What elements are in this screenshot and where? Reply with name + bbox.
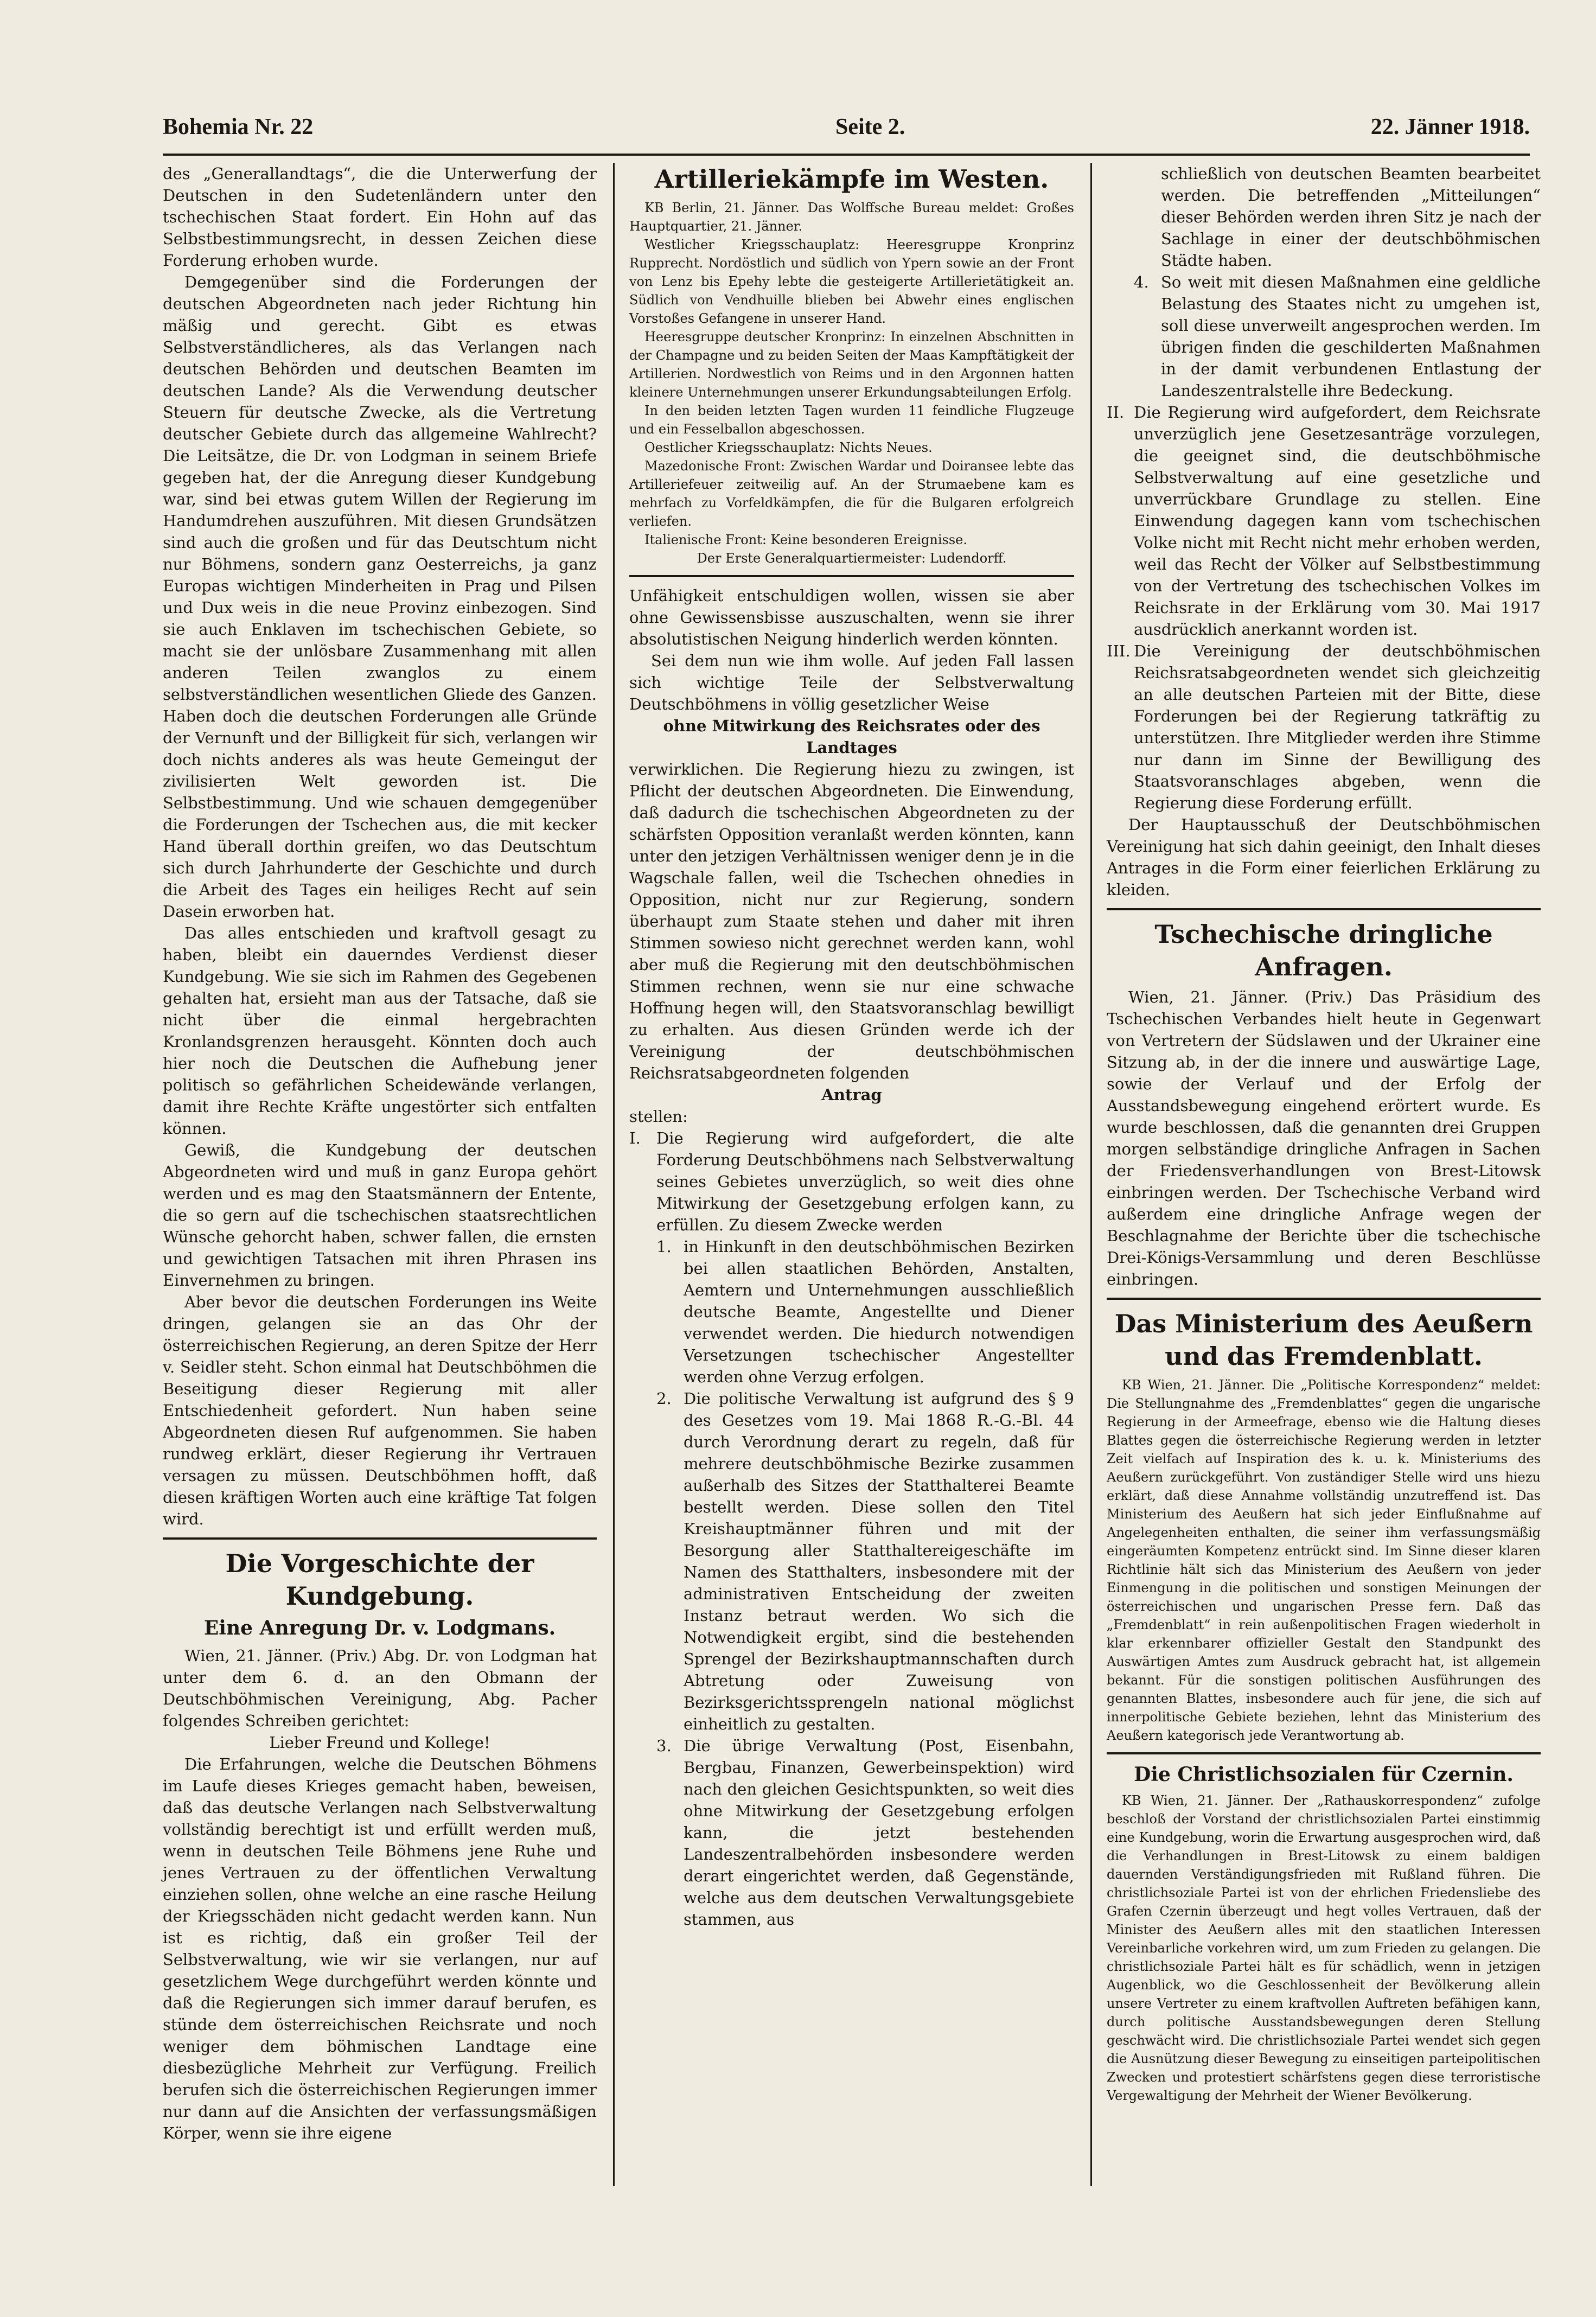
page-number: Seite 2. xyxy=(835,114,905,139)
paragraph: Demgegenüber sind die Forderungen der deutschen Abgeordneten nach jeder Richtung hin mäßig und gerecht. Gibt es etwas Selbstverständlicheres, als das Verlangen nach deutschen Behörden und deutschen Beamten im deutschen Lande? Als die Verwendung deutscher Steuern für deutsche Zwecke, als die Vertretung deutscher Gebiete durch das allgemeine Wahlrecht? Die Leitsätze, die Dr. von Lodgman in seinem Briefe gegeben hat, der die Anregung dieser Kundgebung war, sind bei etwas gutem Willen der Regierung im Handumdrehen auszuführen. Mit diesen Grundsätzen sind auch die großen und für das Deutschtum nicht nur Böhmens, sondern ganz Oesterreichs, ja ganz Europas wichtigen Minderheiten in Prag und Pilsen und Dux weis in die neue Provinz einbezogen. Sind sie auch Enklaven im tschechischen Gebiete, so macht sie der unlösbare Zusammenhang mit allen anderen Teilen zwanglos zu einem selbstverständlichen wesentlichen Gliede des Ganzen. Haben doch die deutschen Forderungen alle Gründe der Vernunft und der Billigkeit für sich, verlangen wir doch nichts anderes als was heute Gemeingut der zivilisierten Welt geworden ist. Die Selbstbestimmung. Und wie schauen demgegenüber die Forderungen der Tschechen aus, die mit kecker Hand überall dorthin greifen, wo das Deutschtum sich durch Jahrhunderte der Geschichte und durch die Arbeit des Tages ein heiliges Recht auf sein Dasein erworben hat. xyxy=(163,273,597,921)
header-rule xyxy=(163,154,1530,156)
war-report xyxy=(629,199,1074,567)
report-signature: Der Erste Generalquartiermeister: Ludendorff. xyxy=(697,551,1007,566)
column-2 xyxy=(629,163,1074,1930)
paragraph: verwirklichen. Die Regierung hiezu zu zwingen, ist Pflicht der deutschen Abgeordneten. Die Einwendung, daß dadurch die tschechischen Abgeordneten zu der schärfsten Opposition veranlaßt werden könnten, kann unter den jetzigen Verhältnissen weniger denn je in die Wagschale fallen, weil die Tschechen ohnedies in Opposition, nicht nur zur Regierung, sondern überhaupt zum Staate stehen und daher mit ihren Stimmen sowieso nicht gerechnet werden kann, wohl aber muß die Regierung mit den deutschböhmischen Stimmen rechnen, wenn sie nur eine schwache Hoffnung hegen will, den Staatsvoranschlag bewilligt zu erhalten. Aus diesen Gründen werde ich der Vereinigung der deutschböhmischen Reichsratsabgeordneten folgenden xyxy=(629,760,1074,1082)
motion-subitem-3 xyxy=(629,1735,1074,1930)
column-divider-2 xyxy=(1090,163,1092,2186)
paragraph: Wien, 21. Jänner. (Priv.) Abg. Dr. von Lodgman hat unter dem 6. d. an den Obmann der Deutschböhmischen Vereinigung, Abg. Pacher folgendes Schreiben gerichtet: xyxy=(163,1646,597,1730)
issue-date: 22. Jänner 1918. xyxy=(1370,114,1530,139)
section-rule xyxy=(1107,1298,1541,1300)
item-number: 1. xyxy=(656,1237,672,1256)
article-continuation: des „Generallandtags“, die die Unterwerfung der Deutschen in den Sudetenländern unter den tschechischen Staat fordert. Ein Hohn auf das Selbstbestimmungsrecht, in dessen Zeichen diese Forderung erhoben wurde. xyxy=(163,164,597,270)
item-text: in Hinkunft in den deutschböhmischen Bezirken bei allen staatlichen Behörden, Anstalten, Aemtern und Unternehmungen ausschließlich deutsche Beamte, Angestellte und Diener verwendet werden. Die hiedurch notwendigen Versetzungen tschechischer Angestellter werden ohne Verzug erfolgen. xyxy=(684,1237,1074,1386)
news-item xyxy=(1107,1376,1541,1745)
report-line: Heeresgruppe deutscher Kronprinz: In einzelnen Abschnitten in der Champagne und zu beiden Seiten der Maas Kampftätigkeit der Artillerien. Nordwestlich von Reims und in den Argonnen hatten kleinere Unternehmungen unserer Erkundungsabteilungen Erfolg. xyxy=(629,329,1074,400)
motion-item-i xyxy=(629,1127,1074,1236)
item-number: I. xyxy=(629,1129,641,1147)
war-report-headline: Artilleriekämpfe im Westen. xyxy=(654,164,1049,194)
motion-subitem-1 xyxy=(629,1236,1074,1388)
article-headline: Die Vorgeschichte der Kundgebung. xyxy=(225,1549,534,1611)
article-headline-line2: und das Fremdenblatt. xyxy=(1165,1342,1483,1371)
paragraph: Gewiß, die Kundgebung der deutschen Abgeordneten wird und muß in ganz Europa gehört werden und es mag den Staatsmännern der Entente, die so gern auf die tschechischen staatsrechtlichen Wünsche gehorcht haben, schwer fallen, die ernsten und gewichtigen Tatsachen mit ihren Phrasen ins Einvernehmen zu bringen. xyxy=(163,1141,597,1290)
paragraph: KB Wien, 21. Jänner. Der „Rathauskorrespondenz“ zufolge beschloß der Vorstand der christlichsozialen Partei einstimmig eine Kundgebung, worin die Erwartung ausgesprochen wird, daß die Verhandlungen in Brest-Litowsk zu einem baldigen dauernden Verständigungsfrieden mit Rußland führen. Die christlichsoziale Partei ist von der ehrlichen Friedensliebe des Grafen Czernin überzeugt und hegt volles Vertrauen, daß der Minister des Aeußern alles mit den staatlichen Interessen Vereinbarliche vorkehren wird, um zum Frieden zu gelangen. Die christlichsoziale Partei hält es für schädlich, wenn in jetzigen Augenblick, wo die Geschlossenheit der Bevölkerung allein unsere Vertreter zu einem kraftvollen Auftreten befähigen kann, durch politische Ausstandsbewegungen deren Stellung geschwächt wird. Die christlichsoziale Partei wendet sich gegen die Ausnützung dieser Bewegung zu einseitigen parteipolitischen Zwecken und protestiert schärfstens gegen diese terroristische Vergewaltigung der Mehrheit der Wiener Bevölkerung. xyxy=(1107,1793,1541,2103)
item-text: Die politische Verwaltung ist aufgrund des § 9 des Gesetzes vom 19. Mai 1868 R.-G.-Bl. 44 durch Verordnung derart zu regeln, daß für mehrere deutschböhmische Bezirke zusammen außerhalb des Sitzes der Statthalterei Beamte bestellt werden. Diese sollen den Titel Kreishauptmänner führen und mit der Besorgung aller Statthaltereigeschäfte im Namen des Statthalters, insbesondere mit der administrativen Entscheidung der zweiten Instanz betraut werden. Wo sich die Notwendigkeit ergibt, sind die bestehenden Sprengel der Bezirkshauptmannschaften durch Abtretung oder Zuweisung von Bezirksgerichtssprengeln national möglichst einheitlich zu gestalten. xyxy=(684,1389,1074,1733)
item-number: II. xyxy=(1107,403,1125,422)
column-3 xyxy=(1107,163,1541,2105)
article-headline-line1: Das Ministerium des Aeußern xyxy=(1114,1309,1533,1338)
column-divider-1 xyxy=(613,163,615,2186)
report-line: In den beiden letzten Tagen wurden 11 feindliche Flugzeuge und ein Fesselballon abgeschossen. xyxy=(629,403,1074,437)
motion-subitem-3-cont xyxy=(1107,163,1541,271)
letter-greeting: Lieber Freund und Kollege! xyxy=(269,1733,490,1752)
report-line: Italienische Front: Keine besonderen Ereignisse. xyxy=(644,532,967,547)
paragraph: Unfähigkeit entschuldigen wollen, wissen sie aber ohne Gewissensbisse auszuschalten, wenn sie ihrer absolutistischen Neigung hinderlich werden könnten. xyxy=(629,586,1074,648)
motion-item-ii xyxy=(1107,401,1541,640)
motion-subitem-4 xyxy=(1107,271,1541,401)
item-number: 2. xyxy=(656,1389,672,1408)
item-text: So weit mit diesen Maßnahmen eine geldliche Belastung des Staates nicht zu umgehen ist, soll diese unverweilt angesprochen werden. Im übrigen finden die geschilderten Maßnahmen in der damit verbundenen Entlastung der Landeszentralstelle ihre Bedeckung. xyxy=(1161,273,1541,400)
paragraph: Aber bevor die deutschen Forderungen ins Weite dringen, gelangen sie an das Ohr der österreichischen Regierung, an deren Spitze der Herr v. Seidler steht. Schon einmal hat Deutschböhmen die Beseitigung dieser Regierung mit aller Entschiedenheit gefordert. Nun haben seine Abgeordneten diesen Ruf aufgenommen. Sie haben rundweg erklärt, dieser Regierung ihr Vertrauen versagen zu müssen. Deutschböhmen hofft, daß diesen kräftigen Worten auch eine kräftige Tat folgen wird. xyxy=(163,1293,597,1528)
news-item xyxy=(1107,1791,1541,2105)
item-text: schließlich von deutschen Beamten bearbeitet werden. Die betreffenden „Mitteilungen“ dieser Behörden werden ihren Sitz je nach der Sachlage in einer der deutschböhmischen Städte haben. xyxy=(1161,164,1541,270)
masthead-issue: Bohemia Nr. 22 xyxy=(163,114,314,139)
section-rule xyxy=(163,1537,597,1540)
paragraph: Sei dem nun wie ihm wolle. Auf jeden Fall lassen sich wichtige Teile der Selbstverwaltung Deutschböhmens in völlig gesetzlicher Weise xyxy=(629,652,1074,713)
item-text: Die Vereinigung der deutschböhmischen Reichsratsabgeordneten wendet sich gleichzeitig an alle deutschen Parteien mit der Bitte, diese Forderungen bei der Regierung tatkräftig zu unterstützen. Ihre Mitglieder werden ihre Stimme nur dann im Sinne der Bewilligung des Staatsvoranschlages abgeben, wenn die Regierung diese Forderung erfüllt. xyxy=(1134,642,1541,812)
paragraph: Der Hauptausschuß der Deutschböhmischen Vereinigung hat sich dahin geeinigt, den Inhalt dieses Antrages in die Form einer feierlichen Erklärung zu kleiden. xyxy=(1107,815,1541,899)
section-rule xyxy=(1107,1752,1541,1754)
paragraph: Wien, 21. Jänner. (Priv.) Das Präsidium des Tschechischen Verbandes hielt heute in Gegenwart von Vertretern der Südslawen und der Ukrainer eine Sitzung ab, in der die innere und auswärtige Lage, sowie der Verlauf und der Erfolg der Ausstandsbewegung eingehend erörtert wurde. Es wurde beschlossen, daß die genannten drei Gruppen morgen selbständige dringliche Anfragen in Sachen der Friedensverhandlungen von Brest-Litowsk einbringen werden. Der Tschechische Verband wird außerdem eine dringliche Anfrage wegen der Beschlagnahme der Berichte über die tschechische Drei-Königs-Versammlung und deren Beschlüsse einbringen. xyxy=(1107,988,1541,1288)
article-headline: Die Christlichsozialen für Czernin. xyxy=(1134,1763,1514,1786)
motion-subitem-2 xyxy=(629,1388,1074,1735)
emphasis-line: ohne Mitwirkung des Reichsrates oder des Landtages xyxy=(663,717,1040,757)
report-line: KB Berlin, 21. Jänner. Das Wolffsche Bureau meldet: Großes Hauptquartier, 21. Jänner. xyxy=(629,200,1074,234)
report-line: Mazedonische Front: Zwischen Wardar und Doiransee lebte das Artilleriefeuer zeitweilig auf. An der Strumaebene kam es mehrfach zu Vorfeldkämpfen, die für die Bulgaren erfolgreich verliefen. xyxy=(629,458,1074,529)
item-number: III. xyxy=(1107,642,1131,660)
item-number: 4. xyxy=(1134,273,1149,291)
item-number: 3. xyxy=(656,1737,672,1755)
paragraph: Das alles entschieden und kraftvoll gesagt zu haben, bleibt ein dauerndes Verdienst dieser Kundgebung. Wie sie sich im Rahmen des Gegebenen gehalten hat, ersieht man aus der Tatsache, daß sie nicht über die einmal hergebrachten Kronlandsgrenzen herausgeht. Könnten doch auch hier noch die Deutschen die Aufhebung jener politisch so gefährlichen Scheidewände verlangen, damit ihre Rechte Kräfte ungestörter sich entfalten können. xyxy=(163,924,597,1138)
motion-title: Antrag xyxy=(821,1086,882,1104)
report-line: Oestlicher Kriegsschauplatz: Nichts Neues. xyxy=(644,440,933,455)
motion-item-iii xyxy=(1107,640,1541,814)
section-rule xyxy=(629,575,1074,577)
paragraph: KB Wien, 21. Jänner. Die „Politische Korrespondenz“ meldet: Die Stellungnahme des „Fremdenblattes“ gegen die ungarische Regierung in der Armeefrage, ebenso wie die Haltung dieses Blattes gegen die österreichische Regierung werden in letzter Zeit vielfach auf Inspiration des k. u. k. Ministeriums des Aeußern zurückgeführt. Von zuständiger Stelle wird uns hiezu erklärt, daß diese Annahme vollständig unzutreffend ist. Das Ministerium des Aeußern hat sich jeder Einflußnahme auf Angelegenheiten enthalten, die seiner ihm verfassungsmäßig eingeräumten Kompetenz entrückt sind. Im Sinne dieser klaren Richtlinie hält sich das Ministerium des Aeußern von jeder Einmengung in die politischen und sonstigen Meinungen der österreichischen und ungarischen Presse fern. Daß das „Fremdenblatt“ in rein außenpolitischen Fragen wiederholt in klar erkennbarer offizieller Gestalt den Standpunkt des Auswärtigen Amtes zum Ausdruck gebracht hat, ist allgemein bekannt. Für die sonstigen politischen Ausführungen des genannten Blattes, insbesondere auch für jene, die sich auf innerpolitische Gebiete beziehen, lehnt das Ministerium des Aeußern kategorisch jede Verantwortung ab. xyxy=(1107,1377,1541,1743)
report-line: Westlicher Kriegsschauplatz: Heeresgruppe Kronprinz Rupprecht. Nordöstlich und südlich von Ypern sowie an der Front von Lenz bis Epehy lebte die gesteigerte Artillerietätigkeit an. Südlich von Vendhuille blieben bei Abwehr eines englischen Vorstoßes Gefangene in unserer Hand. xyxy=(629,237,1074,326)
article-headline: Tschechische dringliche Anfragen. xyxy=(1154,920,1493,981)
page-header xyxy=(163,114,1530,152)
section-rule xyxy=(1107,908,1541,910)
item-text: Die Regierung wird aufgefordert, die alte Forderung Deutschböhmens nach Selbstverwaltung seines Gebietes unverzüglich, so weit dies ohne Mitwirkung der Gesetzgebung erfolgen kann, zu erfüllen. Zu diesem Zwecke werden xyxy=(656,1129,1074,1234)
item-text: Die Regierung wird aufgefordert, dem Reichsrate unverzüglich jene Gesetzesanträge vorzulegen, die geeignet sind, die deutschböhmische Selbstverwaltung auf eine gesetzliche und unverrückbare Grundlage zu stellen. Eine Einwendung dagegen kann vom tschechischen Volke nicht mit Recht nicht mehr erhoben werden, weil das Recht der Völker auf Selbstbestimmung von der Vertretung des tschechischen Volkes im Reichsrate in der Erklärung vom 30. Mai 1917 ausdrücklich anerkannt worden ist. xyxy=(1134,403,1541,639)
article-subheadline: Eine Anregung Dr. v. Lodgmans. xyxy=(203,1617,556,1639)
item-text: Die übrige Verwaltung (Post, Eisenbahn, Bergbau, Finanzen, Gewerbeinspektion) wird nach den gleichen Gesichtspunkten, so weit dies ohne Mitwirkung der Gesetzgebung erfolgen kann, die jetzt bestehenden Landeszentralbehörden insbesondere werden derart eingerichtet werden, daß Gegenstände, welche aus dem deutschen Verwaltungsgebiete stammen, aus xyxy=(684,1737,1074,1929)
paragraph: Die Erfahrungen, welche die Deutschen Böhmens im Laufe dieses Krieges gemacht haben, beweisen, daß das deutsche Verlangen nach Selbstverwaltung vollständig berechtigt ist und erfüllt werden muß, wenn in deutschen Teile Böhmens jene Ruhe und jenes Vertrauen zu der öffentlichen Verwaltung einziehen sollen, ohne welche an eine rasche Heilung der Kriegsschäden nicht gedacht werden kann. Nun ist es richtig, daß ein großer Teil der Selbstverwaltung, wie wir sie verlangen, nur auf gesetzlichem Wege durchgeführt werden könnte und daß die Regierungen sich immer darauf berufen, es stünde dem österreichischen Reichsrate und noch weniger dem böhmischen Landtage eine diesbezügliche Mehrheit zur Verfügung. Freilich berufen sich die österreichischen Regierungen immer nur dann auf die Ansichten der verfassungsmäßigen Körper, wenn sie ihre eigene xyxy=(163,1755,597,2142)
column-1 xyxy=(163,163,597,2144)
motion-intro: stellen: xyxy=(629,1107,688,1126)
